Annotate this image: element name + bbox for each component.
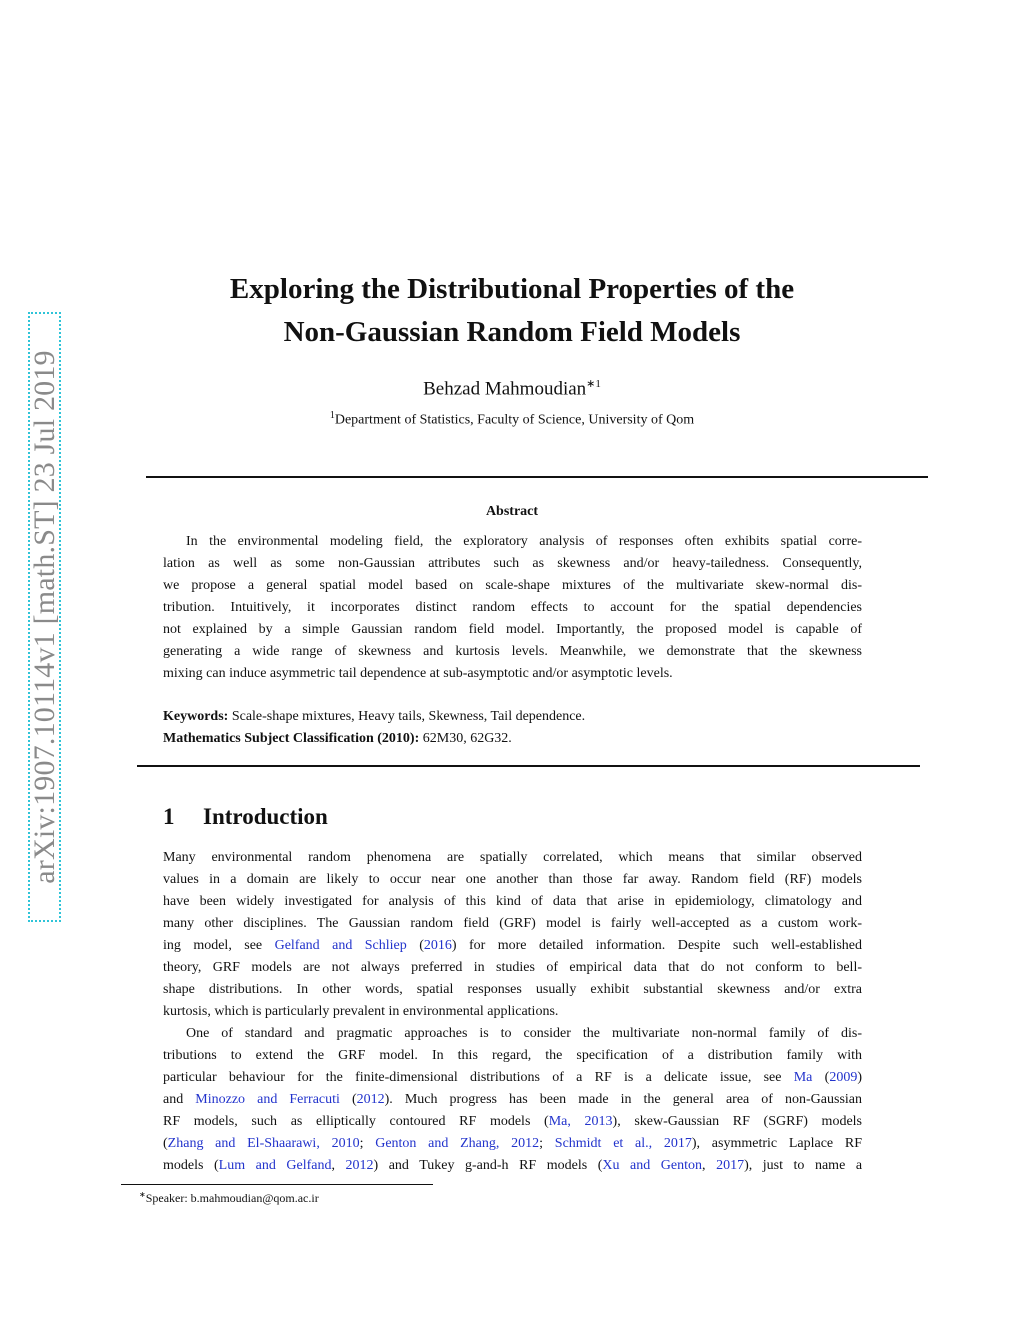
abstract-heading: Abstract: [485, 504, 539, 519]
body-line: have been widely investigated for analysis of this kind of data that arise in epidemiology, climatology and: [163, 894, 862, 909]
keywords-label: Keywords:: [163, 709, 229, 724]
msc-text: 62M30, 62G32.: [422, 731, 512, 746]
abstract-line: mixing can induce asymmetric tail dependence at sub-asymptotic and/or asymptotic levels.: [163, 666, 673, 681]
top-rule: [146, 476, 928, 478]
body-line: [163, 1157, 862, 1175]
citation-link[interactable]: Genton and Zhang, 2012: [375, 1136, 540, 1151]
citation-link[interactable]: Zhang and El-Shaarawi, 2010: [167, 1136, 360, 1151]
affiliation-mark: 1: [329, 410, 335, 421]
text-run: models (: [163, 1158, 219, 1173]
body-line: theory, GRF models are not always preferred in studies of empirical data that do not conform to bell-: [163, 960, 862, 975]
footnote: [139, 1190, 319, 1206]
citation-link[interactable]: Ma, 2013: [548, 1114, 613, 1129]
author-marks: ∗1: [586, 378, 601, 390]
text-run: RF models, such as elliptically contoured RF models (: [163, 1114, 549, 1129]
text-run: (: [406, 938, 424, 953]
section-number: 1: [163, 804, 175, 829]
affiliation-text: Department of Statistics, Faculty of Science, University of Qom: [334, 412, 695, 428]
text-run: ;: [539, 1136, 555, 1151]
paper-title-line-1: Exploring the Distributional Properties of the: [229, 273, 795, 305]
text-run: ,: [331, 1158, 346, 1173]
citation-link[interactable]: Gelfand and Schliep: [274, 938, 407, 953]
citation-link[interactable]: 2017: [716, 1158, 745, 1173]
section-heading: [163, 804, 328, 830]
footnote-text: Speaker: b.mahmoudian@qom.ac.ir: [145, 1191, 319, 1205]
text-run: (: [339, 1092, 357, 1107]
footnote-mark: ∗: [139, 1190, 146, 1199]
text-run: ), skew-Gaussian RF (SGRF) models: [612, 1114, 862, 1129]
abstract-line: lation as well as some non-Gaussian attributes such as skewness and/or heavy-tailedness. Consequently,: [163, 556, 862, 571]
author-name: Behzad Mahmoudian: [423, 378, 587, 400]
paper-title-line-2: Non-Gaussian Random Field Models: [283, 316, 741, 348]
body-line: One of standard and pragmatic approaches is to consider the multivariate non-normal family of dis-: [186, 1026, 862, 1041]
abstract-line: tribution. Intuitively, it incorporates distinct random effects to account for the spatial dependencies: [163, 600, 862, 615]
keywords: [163, 709, 585, 725]
footnote-rule: [121, 1184, 433, 1185]
text-run: ), asymmetric Laplace RF: [691, 1136, 863, 1151]
bottom-rule: [137, 765, 920, 767]
body-line: values in a domain are likely to occur near one another than those far away. Random field (RF) models: [163, 872, 862, 887]
body-line: many other disciplines. The Gaussian random field (GRF) model is fairly well-accepted as a custom work-: [163, 916, 862, 931]
body-line: [163, 1069, 862, 1087]
text-run: ), just to name a: [744, 1158, 863, 1173]
body-line: tributions to extend the GRF model. In this regard, the specification of a distribution family with: [163, 1048, 862, 1063]
text-run: ): [857, 1070, 862, 1085]
body-line: Many environmental random phenomena are spatially correlated, which means that similar observed: [163, 850, 862, 865]
text-run: ) and Tukey g-and-h RF models (: [373, 1158, 603, 1173]
citation-link[interactable]: 2009: [829, 1070, 858, 1085]
citation-link[interactable]: 2012: [356, 1092, 385, 1107]
text-run: ing model, see: [163, 938, 275, 953]
text-run: ) for more detailed information. Despite such well-established: [451, 938, 863, 953]
keywords-text: Scale-shape mixtures, Heavy tails, Skewness, Tail dependence.: [231, 709, 586, 724]
citation-link[interactable]: Minozzo and Ferracuti: [195, 1092, 340, 1107]
text-run: ). Much progress has been made in the general area of non-Gaussian: [384, 1092, 863, 1107]
text-run: ,: [702, 1158, 717, 1173]
text-run: ;: [359, 1136, 376, 1151]
citation-link[interactable]: 2016: [423, 938, 452, 953]
body-line: [163, 1091, 862, 1109]
arxiv-stamp: [28, 312, 61, 922]
citation-link[interactable]: Lum and Gelfand: [218, 1158, 332, 1173]
text-run: and: [163, 1092, 196, 1107]
body-line: kurtosis, which is particularly prevalent in environmental applications.: [163, 1004, 559, 1019]
text-run: (: [163, 1136, 168, 1151]
text-run: (: [812, 1070, 830, 1085]
text-run: particular behaviour for the finite-dimensional distributions of a RF is a delicate issue, see: [163, 1070, 794, 1085]
abstract-line: not explained by a simple Gaussian random field model. Importantly, the proposed model is capable of: [163, 622, 862, 637]
body-line: [163, 1113, 862, 1131]
msc: [163, 731, 512, 747]
citation-link[interactable]: Ma: [793, 1070, 813, 1085]
section-title: Introduction: [203, 804, 328, 829]
author: [0, 377, 1024, 400]
body-line: [163, 1135, 862, 1153]
citation-link[interactable]: 2012: [345, 1158, 374, 1173]
msc-label: Mathematics Subject Classification (2010):: [163, 731, 420, 746]
citation-link[interactable]: Schmidt et al., 2017: [554, 1136, 692, 1151]
abstract-line: we propose a general spatial model based on scale-shape mixtures of the multivariate skew-normal dis-: [163, 578, 862, 593]
abstract-line: In the environmental modeling field, the exploratory analysis of responses often exhibits spatial corre-: [186, 534, 862, 549]
body-line: [163, 937, 862, 955]
abstract-line: generating a wide range of skewness and kurtosis levels. Meanwhile, we demonstrate that the skewness: [163, 644, 862, 659]
affiliation: [0, 410, 1024, 429]
citation-link[interactable]: Xu and Genton: [602, 1158, 703, 1173]
body-line: shape distributions. In other words, spatial responses usually exhibit substantial skewness and/or extra: [163, 982, 862, 997]
arxiv-stamp-text: arXiv:1907.10114v1 [math.ST] 23 Jul 2019: [27, 350, 61, 884]
